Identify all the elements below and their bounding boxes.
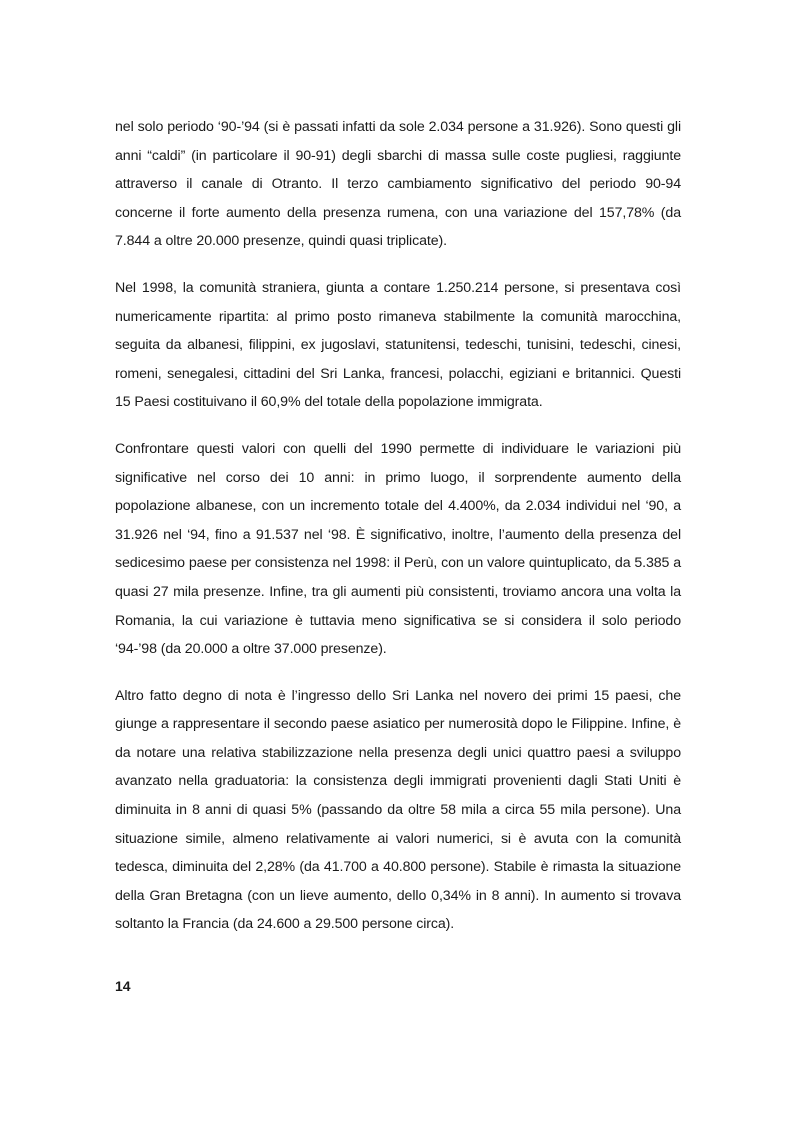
paragraph-4: Altro fatto degno di nota è l’ingresso dello Sri Lanka nel novero dei primi 15 paesi, che giunge a rappresentare il secondo paese asiatico per numerosità dopo le Filippine. Infine, è da notare una relativa stabilizzazione nella presenza degli unici quattro paesi a sviluppo avanzato nella graduatoria: la consistenza degli immigrati provenienti dagli Stati Uniti è diminuita in 8 anni di quasi 5% (passando da oltre 58 mila a circa 55 mila persone). Una situazione simile, almeno relativamente ai valori numerici, si è avuta con la comunità tedesca, diminuita del 2,28% (da 41.700 a 40.800 persone). Stabile è rimasta la situazione della Gran Bretagna (con un lieve aumento, dello 0,34% in 8 anni). In aumento si trovava soltanto la Francia (da 24.600 a 29.500 persone circa). [115,687,681,933]
paragraph-3: Confrontare questi valori con quelli del 1990 permette di individuare le variazioni più significative nel corso dei 10 anni: in primo luogo, il sorprendente aumento della popolazione albanese, con un incremento totale del 4.400%, da 2.034 individui nel ‘90, a 31.926 nel ‘94, fino a 91.537 nel ‘98. È significativo, inoltre, l’aumento della presenza del sedicesimo paese per consistenza nel 1998: il Perù, con un valore quintuplicato, da 5.385 a quasi 27 mila presenze. Infine, tra gli aumenti più consistenti, troviamo ancora una volta la Romania, la cui variazione è tuttavia meno significativa se si considera il solo periodo ‘94-’98 (da 20.000 a oltre 37.000 presenze). [115,440,681,658]
paragraph-2: Nel 1998, la comunità straniera, giunta a contare 1.250.214 persone, si presentava così numericamente ripartita: al primo posto rimaneva stabilmente la comunità marocchina, seguita da albanesi, filippini, ex jugoslavi, statunitensi, tedeschi, tunisini, tedeschi, cinesi, romeni, senegalesi, cittadini del Sri Lanka, francesi, polacchi, egiziani e britannici. Questi 15 Paesi costituivano il 60,9% del totale della popolazione immigrata. [115,279,681,411]
document-body [115,113,681,957]
paragraph-1: nel solo periodo ‘90-’94 (si è passati infatti da sole 2.034 persone a 31.926). Sono questi gli anni “caldi” (in particolare il 90-91) degli sbarchi di massa sulle coste pugliesi, raggiunte attraverso il canale di Otranto. Il terzo cambiamento significativo del periodo 90-94 concerne il forte aumento della presenza rumena, con una variazione del 157,78% (da 7.844 a oltre 20.000 presenze, quindi quasi triplicate). [115,119,681,250]
page-number: 14 [115,978,131,994]
